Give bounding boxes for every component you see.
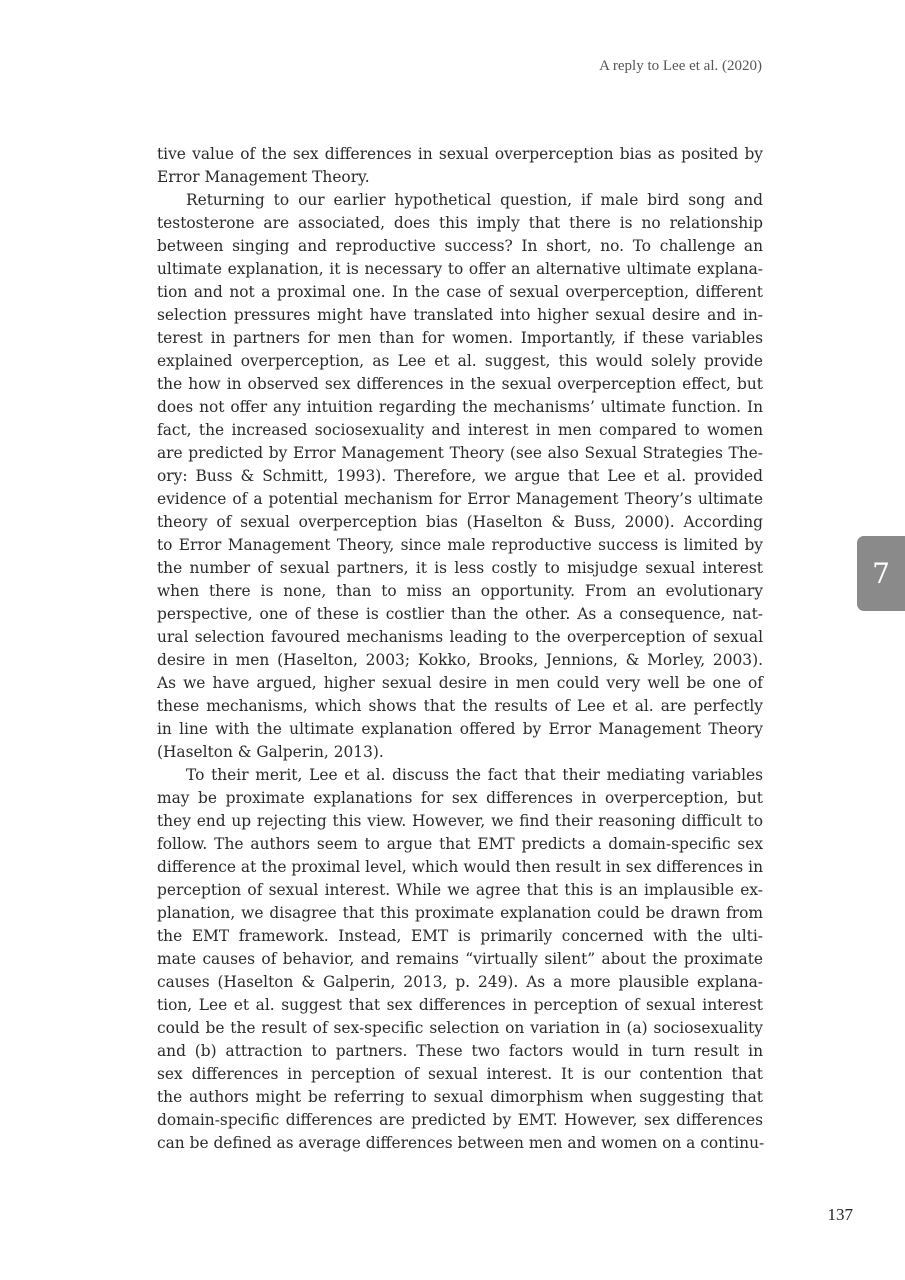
text-line: tion, Lee et al. suggest that sex differences in perception of sexual interest <box>157 996 763 1014</box>
text-line: to Error Management Theory, since male reproductive success is limited by <box>157 536 763 554</box>
text-line: domain-specific differences are predicted by EMT. However, sex differences <box>157 1111 763 1129</box>
text-line: Error Management Theory. <box>157 168 370 186</box>
text-line: evidence of a potential mechanism for Error Management Theory’s ultimate <box>157 490 763 508</box>
text-line: explained overperception, as Lee et al. suggest, this would solely provide <box>157 352 763 370</box>
text-line: mate causes of behavior, and remains “virtually silent” about the proximate <box>157 950 763 968</box>
text-line: follow. The authors seem to argue that EMT predicts a domain-specific sex <box>157 835 763 853</box>
text-line: and (b) attraction to partners. These two factors would in turn result in <box>157 1042 763 1060</box>
text-line: terest in partners for men than for women. Importantly, if these variables <box>157 329 763 347</box>
text-line: are predicted by Error Management Theory (see also Sexual Strategies The- <box>157 444 763 462</box>
text-line: planation, we disagree that this proximate explanation could be drawn from <box>157 904 763 922</box>
text-line: they end up rejecting this view. However, we find their reasoning difficult to <box>157 812 763 830</box>
text-line: testosterone are associated, does this imply that there is no relationship <box>157 214 763 232</box>
text-line: causes (Haselton & Galperin, 2013, p. 249). As a more plausible explana- <box>157 973 763 991</box>
text-line: ultimate explanation, it is necessary to offer an alternative ultimate explana- <box>157 260 763 278</box>
text-line: sex differences in perception of sexual interest. It is our contention that <box>157 1065 763 1083</box>
text-line: fact, the increased sociosexuality and interest in men compared to women <box>157 421 763 439</box>
chapter-tab: 7 <box>857 536 905 611</box>
text-line: in line with the ultimate explanation offered by Error Management Theory <box>157 720 763 738</box>
text-line: may be proximate explanations for sex differences in overperception, but <box>157 789 763 807</box>
text-line: perception of sexual interest. While we agree that this is an implausible ex- <box>157 881 763 899</box>
text-line: the how in observed sex differences in the sexual overperception effect, but <box>157 375 763 393</box>
text-line: does not offer any intuition regarding the mechanisms’ ultimate function. In <box>157 398 763 416</box>
running-header: A reply to Lee et al. (2020) <box>599 58 762 74</box>
text-line: can be defined as average differences between men and women on a continu- <box>157 1134 765 1152</box>
text-line: selection pressures might have translated into higher sexual desire and in- <box>157 306 763 324</box>
text-line: tion and not a proximal one. In the case of sexual overperception, different <box>157 283 763 301</box>
text-line: (Haselton & Galperin, 2013). <box>157 743 384 761</box>
text-line: these mechanisms, which shows that the results of Lee et al. are perfectly <box>157 697 763 715</box>
text-line: could be the result of sex-specific selection on variation in (a) sociosexuality <box>157 1019 763 1037</box>
text-line: Returning to our earlier hypothetical question, if male bird song and <box>186 191 763 209</box>
text-line: theory of sexual overperception bias (Haselton & Buss, 2000). According <box>157 513 763 531</box>
text-line: ory: Buss & Schmitt, 1993). Therefore, we argue that Lee et al. provided <box>157 467 763 485</box>
text-line: To their merit, Lee et al. discuss the fact that their mediating variables <box>186 766 763 784</box>
text-line: the authors might be referring to sexual dimorphism when suggesting that <box>157 1088 763 1106</box>
text-line: tive value of the sex differences in sexual overperception bias as posited by <box>157 145 763 163</box>
text-line: the EMT framework. Instead, EMT is primarily concerned with the ulti- <box>157 927 763 945</box>
text-line: the number of sexual partners, it is less costly to misjudge sexual interest <box>157 559 763 577</box>
text-line: between singing and reproductive success? In short, no. To challenge an <box>157 237 763 255</box>
page-number: 137 <box>827 1205 853 1224</box>
body-text <box>157 143 763 1155</box>
text-line: difference at the proximal level, which would then result in sex differences in <box>157 858 763 876</box>
text-line: As we have argued, higher sexual desire in men could very well be one of <box>157 674 763 692</box>
text-line: desire in men (Haselton, 2003; Kokko, Brooks, Jennions, & Morley, 2003). <box>157 651 763 669</box>
text-line: when there is none, than to miss an opportunity. From an evolutionary <box>157 582 763 600</box>
text-line: ural selection favoured mechanisms leading to the overperception of sexual <box>157 628 763 646</box>
text-line: perspective, one of these is costlier than the other. As a consequence, nat- <box>157 605 763 623</box>
